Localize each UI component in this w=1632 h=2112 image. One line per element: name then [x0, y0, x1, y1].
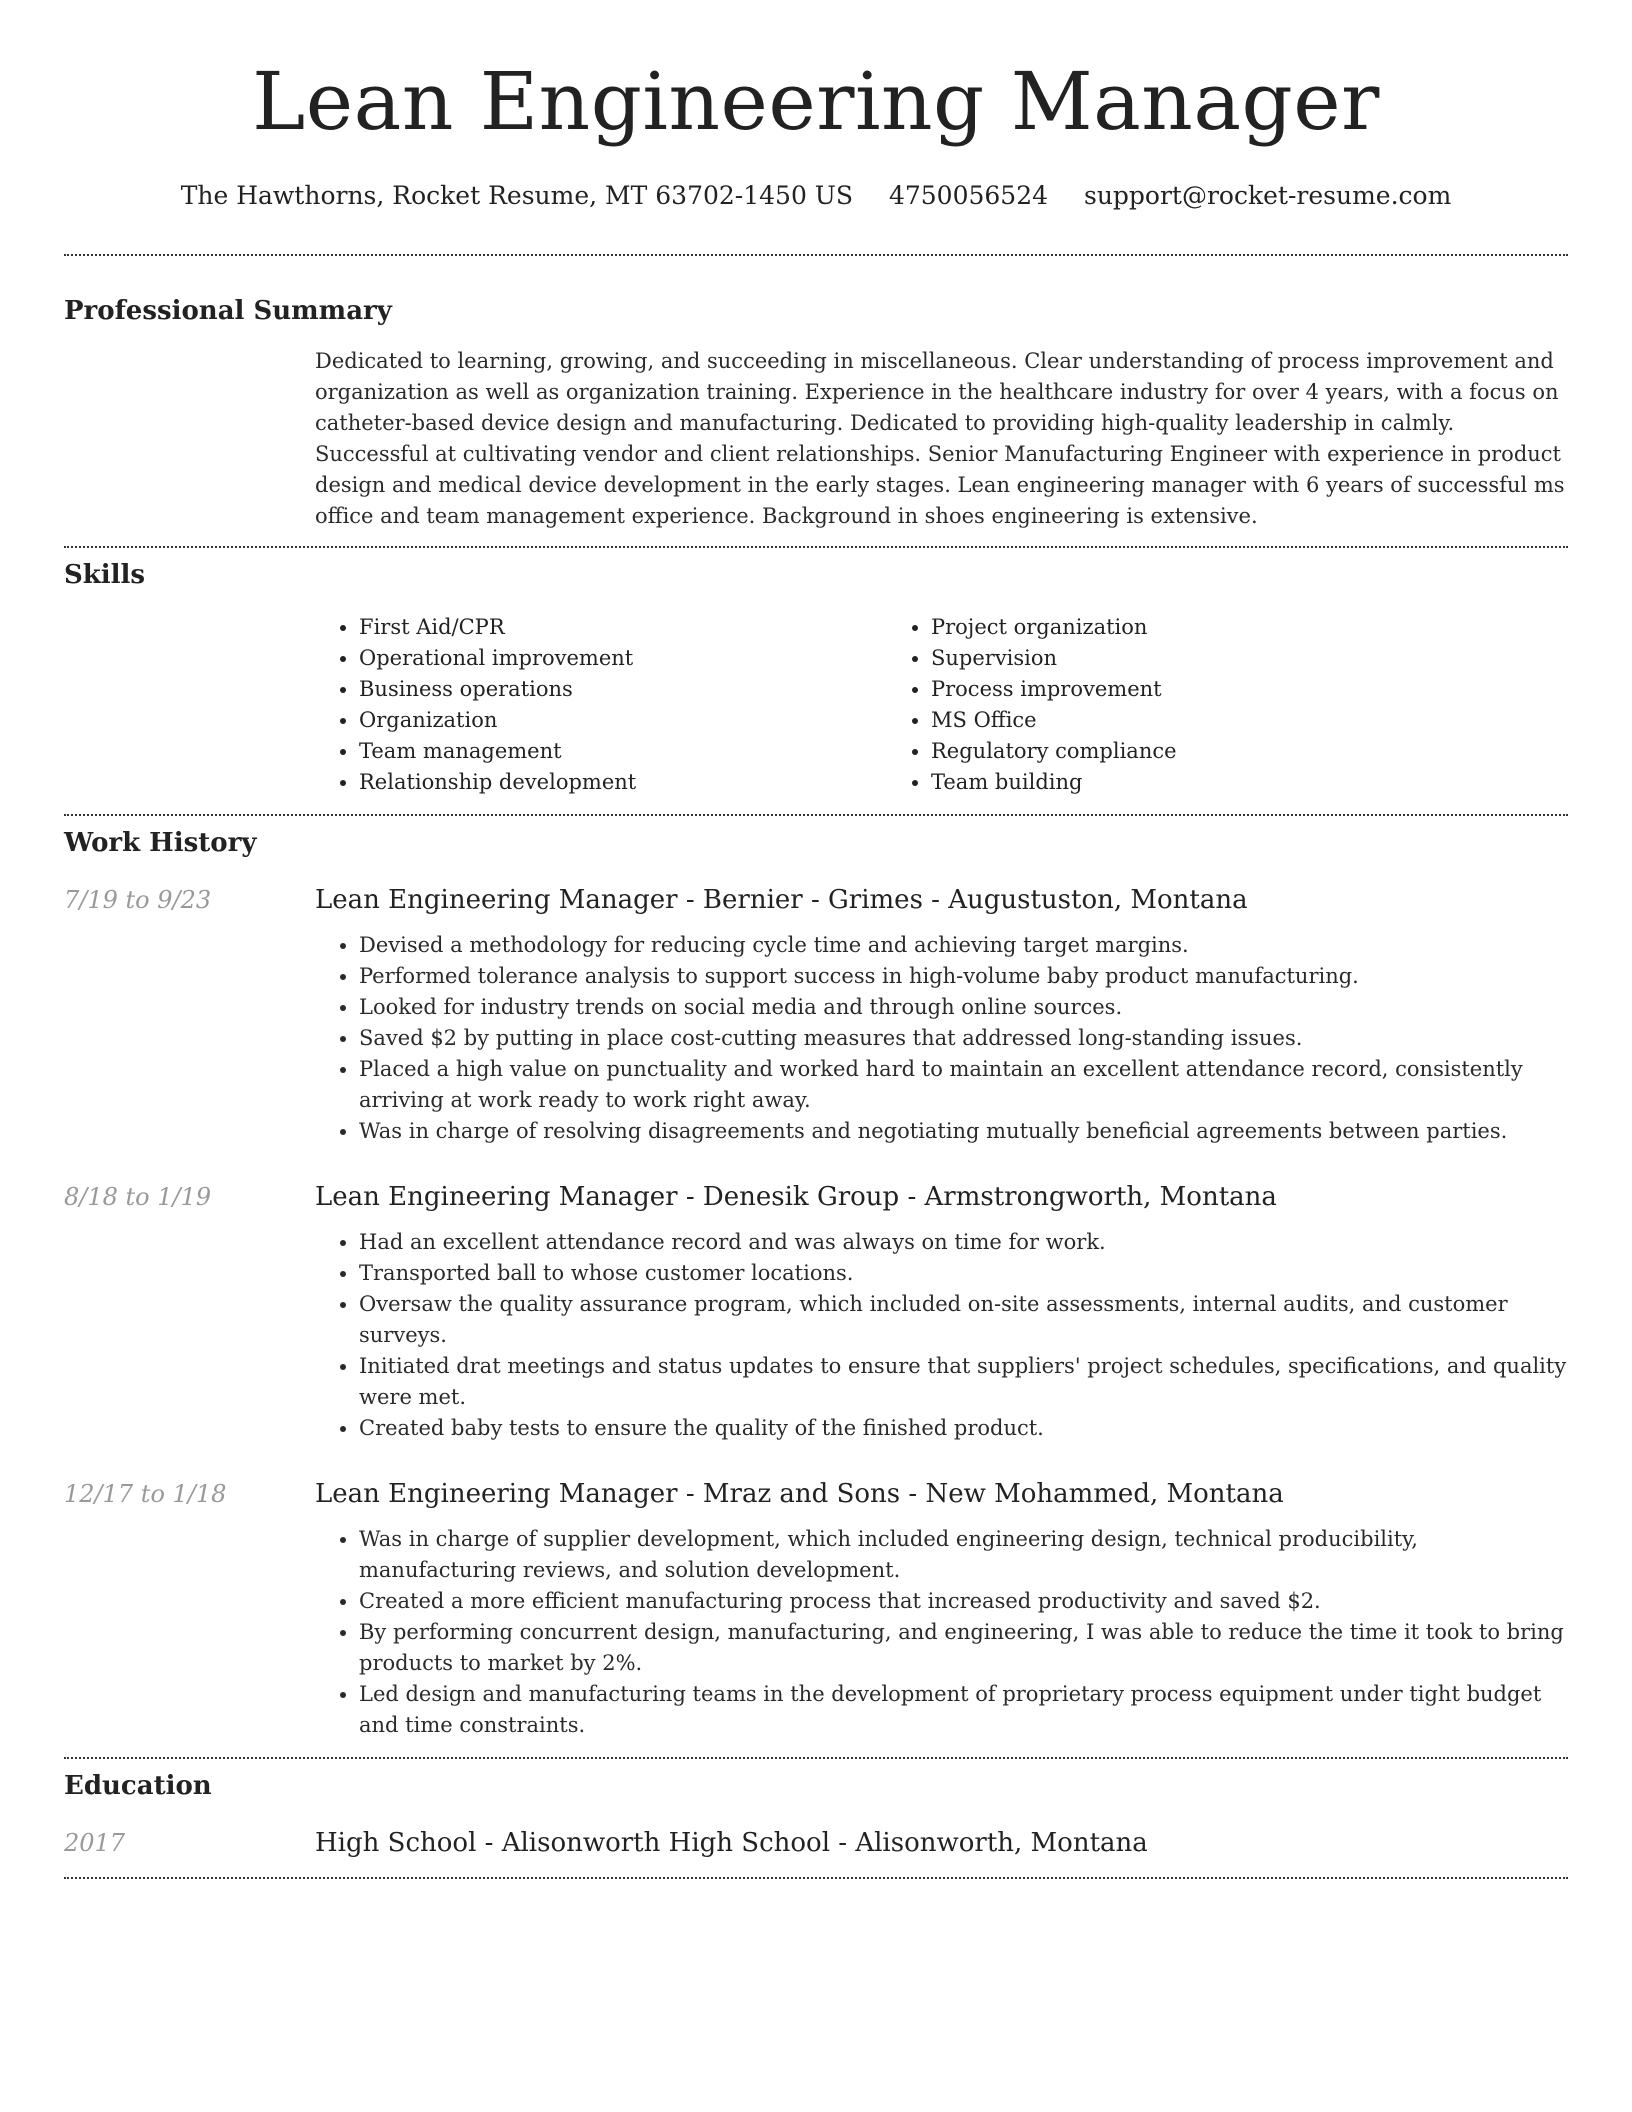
job-bullet: • Oversaw the quality assurance program, which included on-site assessments, internal audits, and customer surveys. [359, 1289, 1568, 1351]
education-year: 2017 [64, 1829, 126, 1857]
skill-item: • MS Office [931, 705, 1487, 736]
job-bullets [315, 1524, 1568, 1741]
skill-item: • Operational improvement [359, 643, 887, 674]
skills-column-right [887, 612, 1487, 798]
job-entry [64, 1478, 1568, 1741]
job-body [315, 884, 1568, 1147]
skill-item: • First Aid/CPR [359, 612, 887, 643]
skill-item: • Organization [359, 705, 887, 736]
job-bullet: • Devised a methodology for reducing cycle time and achieving target margins. [359, 930, 1568, 961]
skills-column-left [315, 612, 887, 798]
job-body [315, 1478, 1568, 1741]
divider [64, 1877, 1568, 1879]
skill-item: • Process improvement [931, 674, 1487, 705]
job-title: Lean Engineering Manager - Bernier - Grimes - Augustuston, Montana [315, 885, 1248, 915]
summary-section [64, 256, 1568, 532]
skill-item: • Regulatory compliance [931, 736, 1487, 767]
education-section [64, 1759, 1568, 1859]
skill-item: • Relationship development [359, 767, 887, 798]
work-history-section [64, 816, 1568, 1741]
job-bullet: • Looked for industry trends on social media and through online sources. [359, 992, 1568, 1023]
contact-line [64, 180, 1568, 212]
job-bullet: • Saved $2 by putting in place cost-cutting measures that addressed long-standing issues. [359, 1023, 1568, 1054]
job-bullet: • Created a more efficient manufacturing process that increased productivity and saved $2. [359, 1586, 1568, 1617]
summary-heading: Professional Summary [64, 296, 392, 326]
job-dates: 12/17 to 1/18 [64, 1480, 227, 1508]
job-entry [64, 884, 1568, 1147]
resume-header [64, 0, 1568, 212]
job-bullet: • Performed tolerance analysis to support success in high-volume baby product manufacturing. [359, 961, 1568, 992]
job-bullets [315, 1227, 1568, 1444]
skill-item: • Project organization [931, 612, 1487, 643]
job-title: Lean Engineering Manager - Denesik Group - Armstrongworth, Montana [315, 1182, 1277, 1212]
skill-item: • Team building [931, 767, 1487, 798]
skill-item: • Business operations [359, 674, 887, 705]
candidate-name: Lean Engineering Manager [252, 55, 1380, 148]
job-bullets [315, 930, 1568, 1147]
education-entry [64, 1827, 1568, 1859]
job-dates: 7/19 to 9/23 [64, 886, 212, 914]
job-bullet: • Initiated drat meetings and status updates to ensure that suppliers' project schedules, specifications, and quality were met. [359, 1351, 1568, 1413]
job-body [315, 1181, 1568, 1444]
job-entry [64, 1181, 1568, 1444]
skills-section [64, 548, 1568, 798]
job-bullet: • Was in charge of supplier development, which included engineering design, technical producibility, manufacturing reviews, and solution development. [359, 1524, 1568, 1586]
job-bullet: • Created baby tests to ensure the quality of the finished product. [359, 1413, 1568, 1444]
job-bullet: • Transported ball to whose customer locations. [359, 1258, 1568, 1289]
job-title: Lean Engineering Manager - Mraz and Sons - New Mohammed, Montana [315, 1479, 1284, 1509]
education-body [315, 1827, 1568, 1859]
education-title: High School - Alisonworth High School - Alisonworth, Montana [315, 1828, 1148, 1858]
job-bullet: • Led design and manufacturing teams in the development of proprietary process equipment under tight budget and time constraints. [359, 1679, 1568, 1741]
job-bullet: • Was in charge of resolving disagreements and negotiating mutually beneficial agreements between parties. [359, 1116, 1568, 1147]
skill-item: • Team management [359, 736, 887, 767]
job-bullet: • Placed a high value on punctuality and worked hard to maintain an excellent attendance record, consistently arriving at work ready to work right away. [359, 1054, 1568, 1116]
work-history-heading: Work History [64, 828, 257, 858]
skills-list [315, 612, 1568, 798]
job-bullet: • Had an excellent attendance record and was always on time for work. [359, 1227, 1568, 1258]
contact-email: support@rocket-resume.com [1083, 181, 1452, 210]
skills-heading: Skills [64, 560, 146, 590]
job-bullet: • By performing concurrent design, manufacturing, and engineering, I was able to reduce the time it took to bring products to market by 2%. [359, 1617, 1568, 1679]
contact-address: The Hawthorns, Rocket Resume, MT 63702-1450 US [180, 181, 854, 210]
skill-item: • Supervision [931, 643, 1487, 674]
job-dates: 8/18 to 1/19 [64, 1183, 212, 1211]
summary-text: Dedicated to learning, growing, and succeeding in miscellaneous. Clear understanding of process improvement and organization as well as organization training. Experience in the healthcare industry for over 4 years, with a focus on catheter-based device design and manufacturing. Dedicated to providing high-quality leadership in calmly. Successful at cultivating vendor and client relationships. Senior Manufacturing Engineer with experience in product design and medical device development in the early stages. Lean engineering manager with 6 years of successful ms office and team management experience. Background in shoes engineering is extensive. [315, 349, 1565, 528]
education-heading: Education [64, 1771, 212, 1801]
contact-phone: 4750056524 [888, 181, 1049, 210]
